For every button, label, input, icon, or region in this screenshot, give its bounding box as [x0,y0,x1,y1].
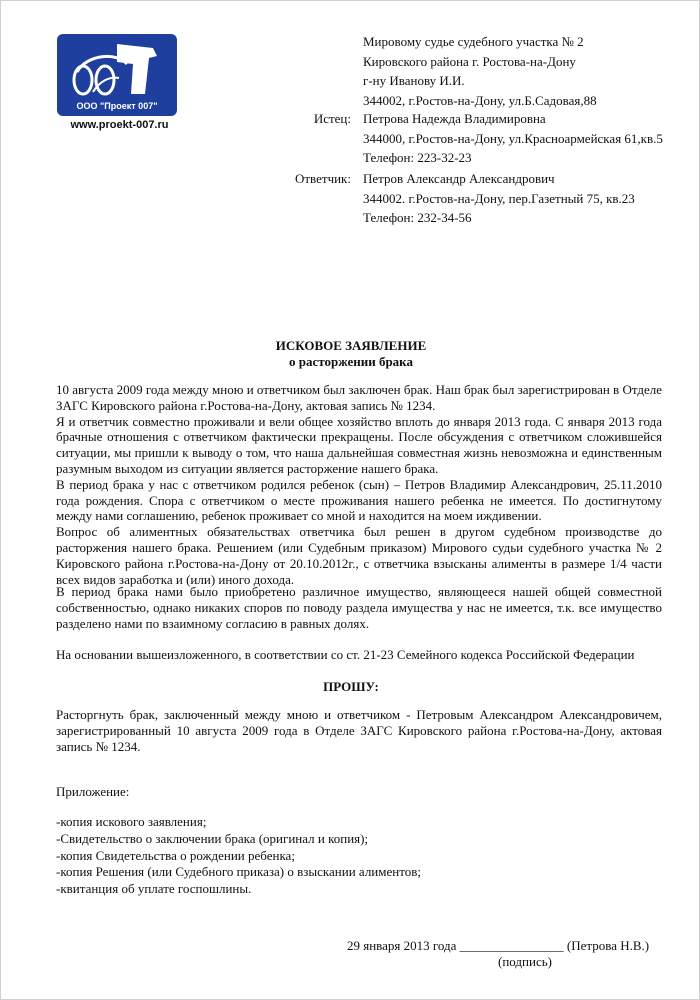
request-heading: ПРОШУ: [323,679,379,694]
request-text: Расторгнуть брак, заключенный между мною и ответчиком - Петровым Александром Александровичем, зарегистрированный 10 августа 2009 года в Отделе ЗАГС Кировского района г.Ростова-на-Дону, актовая запись № 1234. [56,707,662,754]
logo-url: www.proekt-007.ru [70,119,169,131]
company-logo [57,34,177,116]
signature-caption: (подпись) [498,954,552,969]
attachment-item: -копия Свидетельства о рождении ребенка; [56,847,295,863]
paragraph-child: В период брака у нас с ответчиком родился ребенок (сын) – Петров Владимир Александрович, 25.11.2010 года рождения. Спора с ответчиком о месте проживания нашего ребенка не имеется. По достигнутому между нами соглашению, ребенок проживает со мной и находится на моем иждивении. [56,476,662,524]
addressee-line: Мировому судье судебного участка № 2 [363,34,584,49]
document-title: ИСКОВОЕ ЗАЯВЛЕНИЕ [275,338,427,353]
addressee-block [363,32,597,110]
attachment-item: -Свидетельство о заключении брака (оригинал и копия); [56,830,369,846]
logo-caption: ООО "Проект 007" [76,101,158,111]
plaintiff-block [363,109,663,168]
plaintiff-label: Истец: [313,111,351,126]
signature-line [347,937,649,954]
signature-date: 29 января 2013 года [347,938,457,953]
paragraph-separation: Я и ответчик совместно проживали и вели общее хозяйство вплоть до января 2013 года. С января 2013 года брачные отношения с ответчиком фактически прекращены. После обсуждения с ответчиком сложившейся ситуации, мы пришли к выводу о том, что наша дальнейшая совместная жизнь невозможна и единственным разумным выходом из ситуации является расторжение нашего брака. [56,413,662,476]
paragraph-basis: На основании вышеизложенного, в соответствии со ст. 21-23 Семейного кодекса Российской Федерации [56,647,635,662]
addressee-line: 344002, г.Ростов-на-Дону, ул.Б.Садовая,88 [363,92,597,108]
signature-name: (Петрова Н.В.) [566,938,650,953]
defendant-block [363,169,635,228]
defendant-phone: Телефон: 232-34-56 [363,210,472,225]
defendant-name: Петров Александр Александрович [363,171,555,186]
addressee-line: г-ну Иванову И.И. [363,73,465,88]
paragraph-property: В период брака нами было приобретено различное имущество, являющееся нашей общей совместной собственностью, однако никаких споров по поводу раздела имущества у нас не имеется, т.к. все имущество разделено нами по взаимному согласию в равных долях. [56,584,662,631]
plaintiff-name: Петрова Надежда Владимировна [363,111,546,126]
attachments-list [56,814,421,898]
plaintiff-address: 344000, г.Ростов-на-Дону, ул.Красноармейская 61,кв.5 [363,130,663,146]
paragraph-alimony: Вопрос об алиментных обязательствах ответчика был решен в другом судебном производстве до расторжения нашего брака. Решением (или Судебным приказом) Мирового судьи судебного участка № 2 Кировского района г.Ростова-на-Дону от 20.10.2012г., с ответчика взысканы алименты в размере 1/4 части всех видов заработка и (или) иного дохода. [56,524,662,587]
defendant-label: Ответчик: [294,171,351,186]
defendant-address: 344002. г.Ростов-на-Дону, пер.Газетный 75, кв.23 [363,190,635,206]
attachment-item: -копия искового заявления; [56,814,207,829]
document-subtitle: о расторжении брака [289,354,413,369]
paragraph-marriage: 10 августа 2009 года между мною и ответчиком был заключен брак. Наш брак был зарегистрирован в Отделе ЗАГС Кировского района г.Ростова-на-Дону, актовая запись № 1234. [56,382,662,413]
attachments-heading: Приложение: [56,784,130,799]
attachment-item: -копия Решения (или Судебного приказа) о взыскании алиментов; [56,864,421,880]
body-paragraphs [56,382,662,587]
signature-blank: ________________ [459,938,564,953]
plaintiff-phone: Телефон: 223-32-23 [363,150,472,165]
addressee-line: Кировского района г. Ростова-на-Дону [363,53,576,69]
attachment-item: -квитанция об уплате госпошлины. [56,881,252,897]
